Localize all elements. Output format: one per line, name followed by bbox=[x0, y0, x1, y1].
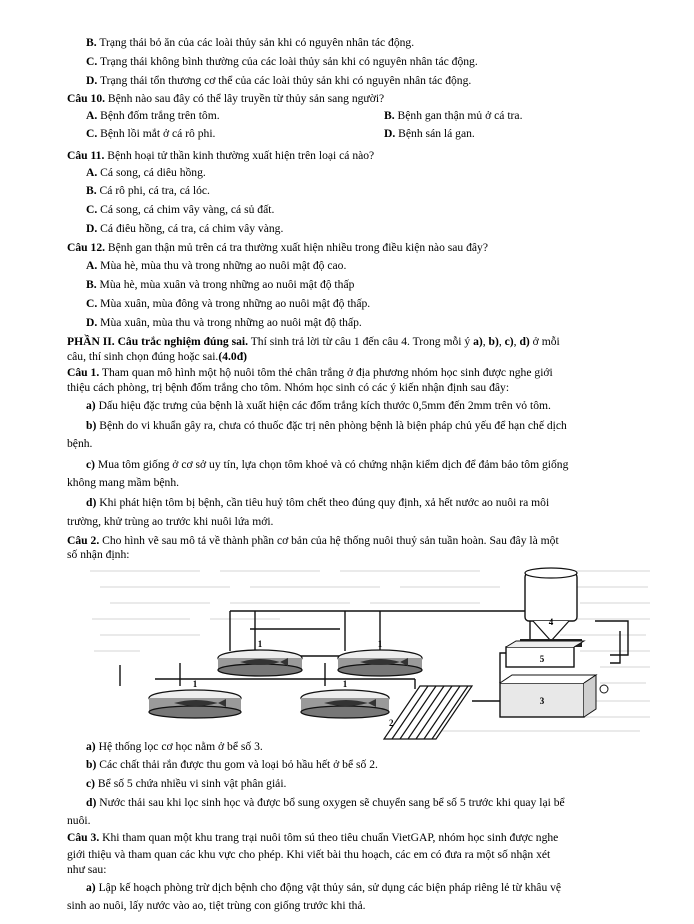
label-3: 3 bbox=[539, 696, 545, 706]
q12-option-d: D. Mùa xuân, mùa thu và trong những ao nuôi mật độ thấp. bbox=[86, 316, 362, 329]
label-1: 1 bbox=[342, 679, 348, 689]
label-4: 4 bbox=[548, 617, 554, 627]
q10-option-d: D. Bệnh sán lá gan. bbox=[384, 127, 475, 140]
tank-3 bbox=[500, 675, 596, 717]
question-12: Câu 12. Bệnh gan thận mủ trên cá tra thường xuất hiện nhiều trong điều kiện nào sau đây? bbox=[67, 241, 488, 254]
option-line: C. Trạng thái không bình thường của các loài thủy sản khi có nguyên nhân tác động. bbox=[86, 55, 478, 68]
fish-tank-1-top-right bbox=[338, 639, 422, 676]
q10-option-a: A. Bệnh đốm trắng trên tôm. bbox=[86, 109, 220, 122]
label-1: 1 bbox=[377, 639, 383, 649]
c2-statement-c: c) Bể số 5 chứa nhiều vi sinh vật phân giải. bbox=[86, 777, 287, 790]
c2-stem: Câu 2. Cho hình vẽ sau mô tả về thành phần cơ bản của hệ thống nuôi thuỷ sản tuần hoàn. Sau đây là một bbox=[67, 534, 559, 547]
q12-option-a: A. Mùa hè, mùa thu và trong những ao nuôi mật độ cao. bbox=[86, 259, 347, 272]
fish-tank-1-bottom-left bbox=[149, 679, 241, 718]
c3-stem-line3: như sau: bbox=[67, 863, 107, 876]
c1-statement-d-cont: trường, khử trùng ao trước khi nuôi lứa mới. bbox=[67, 515, 274, 528]
c3-statement-a-cont: sinh ao nuôi, lấy nước vào ao, tiệt trùng con giống trước khi thả. bbox=[67, 899, 366, 912]
recirculating-system-figure bbox=[80, 561, 654, 741]
c1-statement-d: d) Khi phát hiện tôm bị bệnh, cần tiêu huỷ tôm chết theo đúng quy định, xả hết nước ao nuôi ra môi bbox=[86, 496, 550, 509]
c1-statement-b-cont: bệnh. bbox=[67, 437, 93, 450]
c3-statement-a: a) Lập kế hoạch phòng trừ dịch bệnh cho động vật thủy sản, sử dụng các biện pháp riêng lẻ từ khâu vệ bbox=[86, 881, 562, 894]
q12-option-b: B. Mùa hè, mùa xuân và trong những ao nuôi mật độ thấp bbox=[86, 278, 355, 291]
q12-option-c: C. Mùa xuân, mùa đông và trong những ao nuôi mật độ thấp. bbox=[86, 297, 371, 310]
q11-option-c: C. Cá song, cá chim vây vàng, cá sủ đất. bbox=[86, 203, 275, 216]
question-10: Câu 10. Bệnh nào sau đây có thể lây truyền từ thủy sản sang người? bbox=[67, 92, 385, 105]
c2-statement-d: d) Nước thải sau khi lọc sinh học và được bổ sung oxygen sẽ chuyển sang bể số 5 trước khi quay lại bể bbox=[86, 796, 565, 809]
label-5: 5 bbox=[539, 654, 545, 664]
q11-option-a: A. Cá song, cá diêu hồng. bbox=[86, 166, 206, 179]
c1-statement-b: b) Bệnh do vi khuẩn gây ra, chưa có thuốc đặc trị nên phòng bệnh là biện pháp chủ yếu để hạn chế dịch bbox=[86, 419, 567, 432]
tank-5 bbox=[506, 641, 584, 667]
fish-tank-1-bottom-right bbox=[301, 679, 389, 718]
option-line: D. Trạng thái tổn thương cơ thể của các loài thủy sản khi có nguyên nhân tác động. bbox=[86, 74, 472, 87]
c1-statement-a: a) Dấu hiệu đặc trưng của bệnh là xuất hiện các đốm trắng kích thước 0,5mm đến 2mm trên vỏ tôm. bbox=[86, 399, 551, 412]
option-line: B. Trạng thái bỏ ăn của các loài thủy sản khi có nguyên nhân tác động. bbox=[86, 36, 415, 49]
c1-statement-c: c) Mua tôm giống ở cơ sở uy tín, lựa chọn tôm khoẻ và có chứng nhận kiểm dịch để đảm bảo tôm giống bbox=[86, 458, 569, 471]
label-1: 1 bbox=[192, 679, 198, 689]
q10-option-c: C. Bệnh lồi mắt ở cá rô phi. bbox=[86, 127, 216, 140]
question-11: Câu 11. Bệnh hoại tử thần kinh thường xuất hiện trên loại cá nào? bbox=[67, 149, 375, 162]
c1-stem: Câu 1. Tham quan mô hình một hộ nuôi tôm thẻ chân trắng ở địa phương nhóm học sinh được nghe giới bbox=[67, 366, 553, 379]
c2-statement-a: a) Hệ thống lọc cơ học nằm ở bể số 3. bbox=[86, 740, 263, 753]
aerator-icon bbox=[600, 685, 608, 693]
q11-option-d: D. Cá điêu hồng, cá tra, cá chim vây vàng. bbox=[86, 222, 284, 235]
part2-heading: PHẦN II. Câu trắc nghiệm đúng sai. Thí sinh trả lời từ câu 1 đến câu 4. Trong mỗi ý a), b), c), d) ở mỗi bbox=[67, 335, 560, 348]
c2-statement-b: b) Các chất thải rắn được thu gom và loại bỏ hầu hết ở bể số 2. bbox=[86, 758, 378, 771]
q11-option-b: B. Cá rô phi, cá tra, cá lóc. bbox=[86, 184, 210, 197]
q10-option-b: B. Bệnh gan thận mủ ở cá tra. bbox=[384, 109, 523, 122]
c1-stem-line2: thiệu cách phòng, trị bệnh đốm trắng cho tôm. Nhóm học sinh có các ý kiến nhận định sau đây: bbox=[67, 381, 510, 394]
part2-heading-line2: câu, thí sinh chọn đúng hoặc sai.(4.0đ) bbox=[67, 350, 248, 363]
label-1: 1 bbox=[257, 639, 263, 649]
c2-stem-line2: số nhận định: bbox=[67, 548, 130, 561]
label-2: 2 bbox=[389, 718, 394, 728]
c3-stem: Câu 3. Khi tham quan một khu trang trại nuôi tôm sú theo tiêu chuẩn VietGAP, nhóm học sinh được nghe bbox=[67, 831, 559, 844]
c3-stem-line2: giới thiệu và tham quan các khu vực cho phép. Khi viết bài thu hoạch, các em có đưa ra một số nhận xét bbox=[67, 848, 551, 861]
c1-statement-c-cont: không mang mầm bệnh. bbox=[67, 476, 180, 489]
c2-statement-d-cont: nuôi. bbox=[67, 814, 91, 827]
